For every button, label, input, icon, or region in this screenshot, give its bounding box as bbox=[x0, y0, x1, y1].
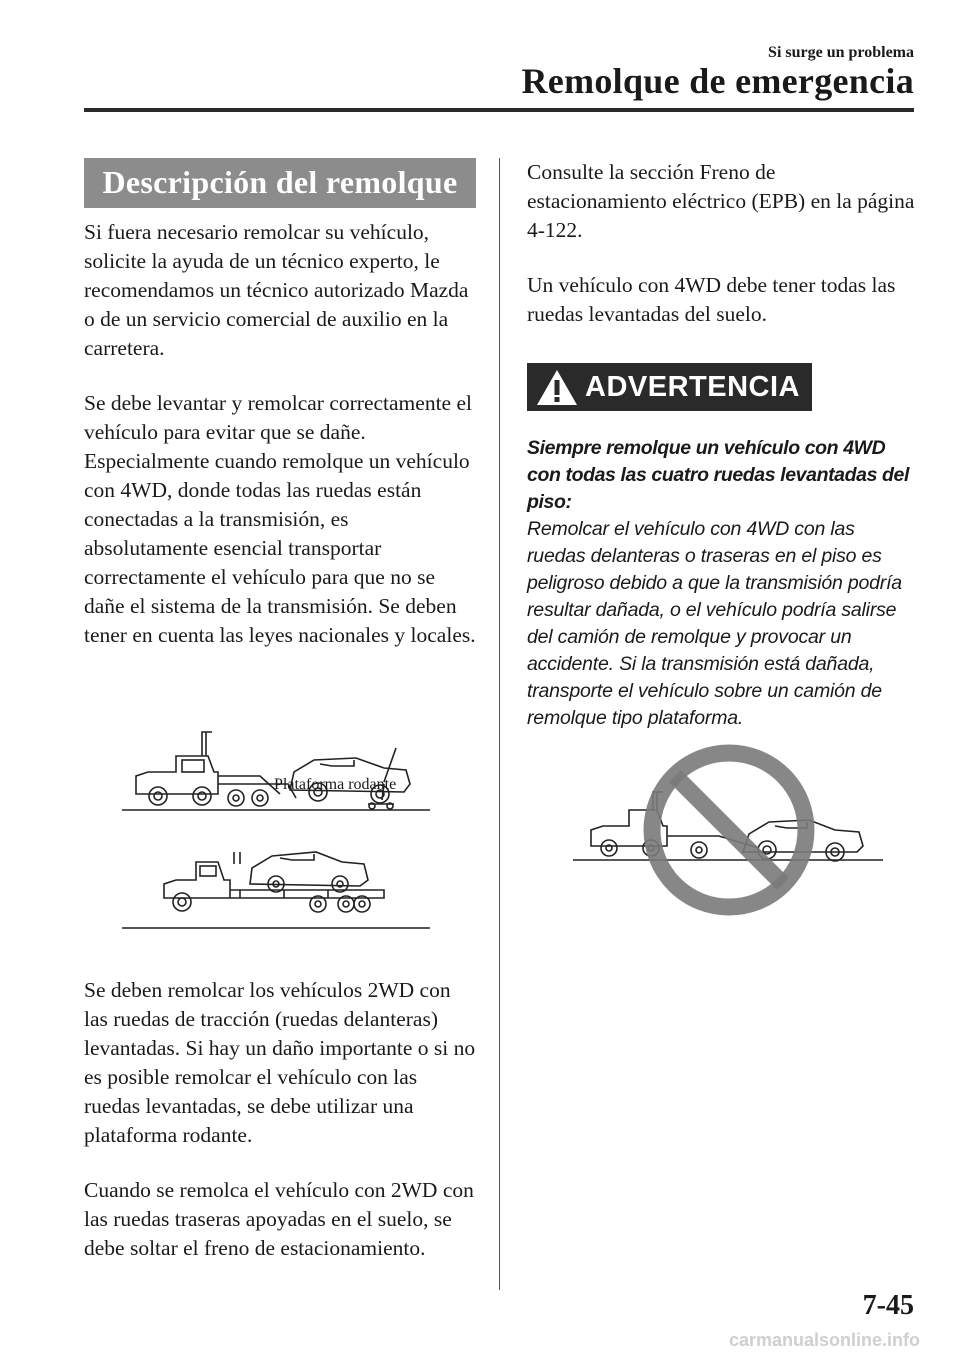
paragraph-4wd-lifted: Un vehículo con 4WD debe tener todas las ruedas levantadas del suelo. bbox=[527, 273, 896, 326]
section-banner: Descripción del remolque bbox=[84, 158, 476, 208]
prohibited-towing-illustration bbox=[569, 740, 889, 920]
column-divider bbox=[499, 158, 500, 1290]
warning-label: ADVERTENCIA bbox=[585, 370, 800, 403]
paragraph-intro: Si fuera necesario remolcar su vehículo, solicite la ayuda de un técnico experto, le recomendamos un técnico autorizado Mazda o de un servicio comercial de auxilio en la carretera. bbox=[84, 220, 469, 360]
towing-illustration bbox=[84, 676, 476, 936]
prohibition-icon bbox=[652, 753, 806, 907]
towing-methods-figure bbox=[84, 676, 476, 936]
paragraph-parking-brake: Cuando se remolca el vehículo con 2WD con las ruedas traseras apoyadas en el suelo, se debe soltar el freno de estacionamiento. bbox=[84, 1178, 474, 1260]
left-column bbox=[84, 158, 476, 1289]
warning-header bbox=[527, 363, 812, 411]
header-rule bbox=[84, 108, 914, 112]
paragraph-epb-reference: Consulte la sección Freno de estacionamiento eléctrico (EPB) en la página 4-122. bbox=[527, 160, 915, 242]
paragraph-2wd-towing: Se deben remolcar los vehículos 2WD con las ruedas de tracción (ruedas delanteras) levantadas. Si hay un daño importante o si no es posible remolcar el vehículo con las ruedas levantadas, se debe utilizar una plataforma rodante. bbox=[84, 978, 476, 1147]
chapter-title: Si surge un problema bbox=[768, 44, 914, 61]
warning-title: Siempre remolque un vehículo con 4WD con todas las cuatro ruedas levantadas del piso: bbox=[527, 437, 910, 513]
section-title: Remolque de emergencia bbox=[521, 61, 914, 101]
footer-watermark: carmanualsonline.info bbox=[728, 1330, 920, 1350]
dolly-label: Plataforma rodante bbox=[274, 776, 397, 793]
right-column bbox=[527, 158, 917, 920]
warning-body: Remolcar el vehículo con 4WD con las ruedas delanteras o traseras en el piso es peligroso debido a que la transmisión podría resultar dañada, o el vehículo podría salirse del camión de remolque y provocar un accidente. Si la transmisión está dañada, transporte el vehículo sobre un camión de remolque tipo plataforma. bbox=[527, 518, 902, 729]
page-number: 7-45 bbox=[862, 1290, 914, 1321]
paragraph-4wd-care: Se debe levantar y remolcar correctamente el vehículo para evitar que se dañe. Especialmente cuando remolque un vehículo con 4WD, donde todas las ruedas están conectadas a la transmisión, es absolutamente esencial transportar correctamente el vehículo para que no se dañe el sistema de la transmisión. Se deben tener en cuenta las leyes nacionales y locales. bbox=[84, 391, 476, 647]
warning-triangle-icon bbox=[535, 367, 579, 407]
